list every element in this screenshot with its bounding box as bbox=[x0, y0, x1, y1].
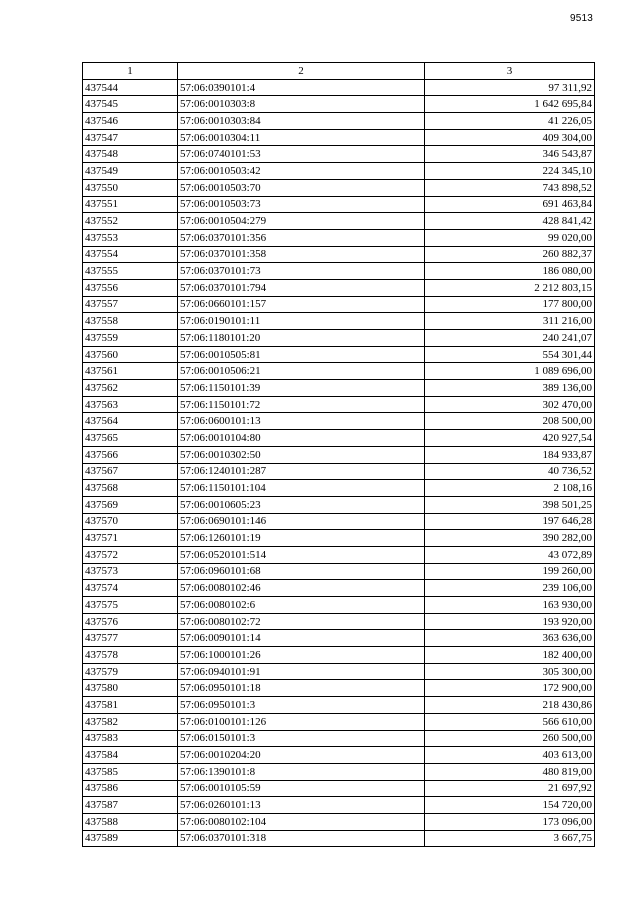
cadastral-number-cell: 57:06:1260101:19 bbox=[178, 530, 425, 547]
table-row bbox=[83, 146, 595, 163]
cadastral-number-cell: 57:06:0370101:73 bbox=[178, 263, 425, 280]
table-body bbox=[83, 79, 595, 847]
value-cell: 390 282,00 bbox=[425, 530, 595, 547]
record-number-cell: 437588 bbox=[83, 813, 178, 830]
cadastral-number-cell: 57:06:1150101:72 bbox=[178, 396, 425, 413]
record-number-cell: 437552 bbox=[83, 213, 178, 230]
cadastral-number-cell: 57:06:0010104:80 bbox=[178, 430, 425, 447]
cadastral-number-cell: 57:06:1150101:39 bbox=[178, 380, 425, 397]
cadastral-number-cell: 57:06:1240101:287 bbox=[178, 463, 425, 480]
record-number-cell: 437578 bbox=[83, 647, 178, 664]
table-row bbox=[83, 730, 595, 747]
value-cell: 163 930,00 bbox=[425, 597, 595, 614]
table-row bbox=[83, 296, 595, 313]
cadastral-number-cell: 57:06:0740101:53 bbox=[178, 146, 425, 163]
value-cell: 2 212 803,15 bbox=[425, 279, 595, 296]
record-number-cell: 437560 bbox=[83, 346, 178, 363]
column-header-2: 2 bbox=[178, 63, 425, 80]
table-row bbox=[83, 246, 595, 263]
table-row bbox=[83, 179, 595, 196]
value-cell: 260 882,37 bbox=[425, 246, 595, 263]
table-row bbox=[83, 580, 595, 597]
table-row bbox=[83, 513, 595, 530]
record-number-cell: 437555 bbox=[83, 263, 178, 280]
value-cell: 3 667,75 bbox=[425, 830, 595, 847]
cadastral-number-cell: 57:06:1150101:104 bbox=[178, 480, 425, 497]
value-cell: 172 900,00 bbox=[425, 680, 595, 697]
record-number-cell: 437568 bbox=[83, 480, 178, 497]
value-cell: 177 800,00 bbox=[425, 296, 595, 313]
record-number-cell: 437572 bbox=[83, 546, 178, 563]
page-number: 9513 bbox=[569, 13, 593, 24]
cadastral-number-cell: 57:06:0010304:11 bbox=[178, 129, 425, 146]
table-row bbox=[83, 546, 595, 563]
table-row bbox=[83, 663, 595, 680]
table-row bbox=[83, 563, 595, 580]
value-cell: 154 720,00 bbox=[425, 797, 595, 814]
table-row bbox=[83, 496, 595, 513]
record-number-cell: 437556 bbox=[83, 279, 178, 296]
value-cell: 199 260,00 bbox=[425, 563, 595, 580]
value-cell: 2 108,16 bbox=[425, 480, 595, 497]
table-row bbox=[83, 363, 595, 380]
value-cell: 97 311,92 bbox=[425, 79, 595, 96]
cadastral-number-cell: 57:06:0190101:11 bbox=[178, 313, 425, 330]
record-number-cell: 437584 bbox=[83, 747, 178, 764]
record-number-cell: 437545 bbox=[83, 96, 178, 113]
cadastral-number-cell: 57:06:0950101:18 bbox=[178, 680, 425, 697]
table-row bbox=[83, 647, 595, 664]
table-row bbox=[83, 530, 595, 547]
record-number-cell: 437550 bbox=[83, 179, 178, 196]
record-number-cell: 437575 bbox=[83, 597, 178, 614]
table-row bbox=[83, 79, 595, 96]
value-cell: 43 072,89 bbox=[425, 546, 595, 563]
record-number-cell: 437554 bbox=[83, 246, 178, 263]
table-row bbox=[83, 430, 595, 447]
table-row bbox=[83, 196, 595, 213]
record-number-cell: 437585 bbox=[83, 763, 178, 780]
record-number-cell: 437577 bbox=[83, 630, 178, 647]
cadastral-number-cell: 57:06:0370101:356 bbox=[178, 229, 425, 246]
value-cell: 409 304,00 bbox=[425, 129, 595, 146]
cadastral-number-cell: 57:06:0010303:84 bbox=[178, 113, 425, 130]
value-cell: 260 500,00 bbox=[425, 730, 595, 747]
table-row bbox=[83, 463, 595, 480]
record-number-cell: 437564 bbox=[83, 413, 178, 430]
record-number-cell: 437573 bbox=[83, 563, 178, 580]
value-cell: 193 920,00 bbox=[425, 613, 595, 630]
table-row bbox=[83, 480, 595, 497]
cadastral-number-cell: 57:06:0600101:13 bbox=[178, 413, 425, 430]
cadastral-number-cell: 57:06:0080102:72 bbox=[178, 613, 425, 630]
table-row bbox=[83, 263, 595, 280]
table-row bbox=[83, 129, 595, 146]
table-row bbox=[83, 613, 595, 630]
cadastral-number-cell: 57:06:0010503:73 bbox=[178, 196, 425, 213]
record-number-cell: 437563 bbox=[83, 396, 178, 413]
value-cell: 40 736,52 bbox=[425, 463, 595, 480]
value-cell: 240 241,07 bbox=[425, 330, 595, 347]
cadastral-number-cell: 57:06:0150101:3 bbox=[178, 730, 425, 747]
table-row bbox=[83, 113, 595, 130]
value-cell: 173 096,00 bbox=[425, 813, 595, 830]
cadastral-number-cell: 57:06:0010303:8 bbox=[178, 96, 425, 113]
cadastral-number-cell: 57:06:0010506:21 bbox=[178, 363, 425, 380]
value-cell: 184 933,87 bbox=[425, 446, 595, 463]
value-cell: 480 819,00 bbox=[425, 763, 595, 780]
table-row bbox=[83, 163, 595, 180]
record-number-cell: 437546 bbox=[83, 113, 178, 130]
value-cell: 389 136,00 bbox=[425, 380, 595, 397]
record-number-cell: 437561 bbox=[83, 363, 178, 380]
record-number-cell: 437581 bbox=[83, 697, 178, 714]
value-cell: 311 216,00 bbox=[425, 313, 595, 330]
record-number-cell: 437571 bbox=[83, 530, 178, 547]
value-cell: 21 697,92 bbox=[425, 780, 595, 797]
table-row bbox=[83, 630, 595, 647]
table-row bbox=[83, 597, 595, 614]
column-header-1: 1 bbox=[83, 63, 178, 80]
record-number-cell: 437558 bbox=[83, 313, 178, 330]
table-row bbox=[83, 96, 595, 113]
cadastral-number-cell: 57:06:0520101:514 bbox=[178, 546, 425, 563]
record-number-cell: 437582 bbox=[83, 713, 178, 730]
cadastral-number-cell: 57:06:0100101:126 bbox=[178, 713, 425, 730]
record-number-cell: 437569 bbox=[83, 496, 178, 513]
value-cell: 305 300,00 bbox=[425, 663, 595, 680]
record-number-cell: 437562 bbox=[83, 380, 178, 397]
cadastral-number-cell: 57:06:0010105:59 bbox=[178, 780, 425, 797]
value-cell: 41 226,05 bbox=[425, 113, 595, 130]
record-number-cell: 437579 bbox=[83, 663, 178, 680]
record-number-cell: 437580 bbox=[83, 680, 178, 697]
table-row bbox=[83, 396, 595, 413]
value-cell: 691 463,84 bbox=[425, 196, 595, 213]
table-row bbox=[83, 697, 595, 714]
cadastral-number-cell: 57:06:0010302:50 bbox=[178, 446, 425, 463]
record-number-cell: 437557 bbox=[83, 296, 178, 313]
value-cell: 420 927,54 bbox=[425, 430, 595, 447]
table-row bbox=[83, 313, 595, 330]
table-row bbox=[83, 713, 595, 730]
cadastral-number-cell: 57:06:1000101:26 bbox=[178, 647, 425, 664]
value-cell: 398 501,25 bbox=[425, 496, 595, 513]
cadastral-number-cell: 57:06:0080102:104 bbox=[178, 813, 425, 830]
table-row bbox=[83, 330, 595, 347]
cadastral-number-cell: 57:06:0010505:81 bbox=[178, 346, 425, 363]
value-cell: 197 646,28 bbox=[425, 513, 595, 530]
value-cell: 1 642 695,84 bbox=[425, 96, 595, 113]
registry-table bbox=[82, 62, 595, 847]
cadastral-number-cell: 57:06:0260101:13 bbox=[178, 797, 425, 814]
value-cell: 403 613,00 bbox=[425, 747, 595, 764]
cadastral-number-cell: 57:06:1180101:20 bbox=[178, 330, 425, 347]
record-number-cell: 437567 bbox=[83, 463, 178, 480]
value-cell: 566 610,00 bbox=[425, 713, 595, 730]
record-number-cell: 437589 bbox=[83, 830, 178, 847]
cadastral-number-cell: 57:06:0950101:3 bbox=[178, 697, 425, 714]
value-cell: 743 898,52 bbox=[425, 179, 595, 196]
table-row bbox=[83, 380, 595, 397]
record-number-cell: 437570 bbox=[83, 513, 178, 530]
table-row bbox=[83, 413, 595, 430]
column-header-3: 3 bbox=[425, 63, 595, 80]
table-row bbox=[83, 680, 595, 697]
table-row bbox=[83, 279, 595, 296]
record-number-cell: 437583 bbox=[83, 730, 178, 747]
table-row bbox=[83, 763, 595, 780]
cadastral-number-cell: 57:06:0370101:794 bbox=[178, 279, 425, 296]
cadastral-number-cell: 57:06:0390101:4 bbox=[178, 79, 425, 96]
cadastral-number-cell: 57:06:0660101:157 bbox=[178, 296, 425, 313]
value-cell: 346 543,87 bbox=[425, 146, 595, 163]
cadastral-number-cell: 57:06:0080102:46 bbox=[178, 580, 425, 597]
header-row bbox=[83, 63, 595, 80]
record-number-cell: 437574 bbox=[83, 580, 178, 597]
table-row bbox=[83, 446, 595, 463]
record-number-cell: 437565 bbox=[83, 430, 178, 447]
table-row bbox=[83, 813, 595, 830]
record-number-cell: 437587 bbox=[83, 797, 178, 814]
value-cell: 363 636,00 bbox=[425, 630, 595, 647]
record-number-cell: 437548 bbox=[83, 146, 178, 163]
value-cell: 554 301,44 bbox=[425, 346, 595, 363]
table-row bbox=[83, 213, 595, 230]
value-cell: 224 345,10 bbox=[425, 163, 595, 180]
table-row bbox=[83, 747, 595, 764]
table-row bbox=[83, 780, 595, 797]
cadastral-number-cell: 57:06:0370101:318 bbox=[178, 830, 425, 847]
record-number-cell: 437586 bbox=[83, 780, 178, 797]
value-cell: 99 020,00 bbox=[425, 229, 595, 246]
record-number-cell: 437576 bbox=[83, 613, 178, 630]
value-cell: 302 470,00 bbox=[425, 396, 595, 413]
cadastral-number-cell: 57:06:0090101:14 bbox=[178, 630, 425, 647]
table-row bbox=[83, 797, 595, 814]
cadastral-number-cell: 57:06:0010204:20 bbox=[178, 747, 425, 764]
table-row bbox=[83, 229, 595, 246]
value-cell: 239 106,00 bbox=[425, 580, 595, 597]
value-cell: 186 080,00 bbox=[425, 263, 595, 280]
cadastral-number-cell: 57:06:0080102:6 bbox=[178, 597, 425, 614]
record-number-cell: 437549 bbox=[83, 163, 178, 180]
cadastral-number-cell: 57:06:1390101:8 bbox=[178, 763, 425, 780]
table-row bbox=[83, 830, 595, 847]
cadastral-number-cell: 57:06:0010503:70 bbox=[178, 179, 425, 196]
table-row bbox=[83, 346, 595, 363]
cadastral-number-cell: 57:06:0960101:68 bbox=[178, 563, 425, 580]
record-number-cell: 437551 bbox=[83, 196, 178, 213]
value-cell: 1 089 696,00 bbox=[425, 363, 595, 380]
value-cell: 208 500,00 bbox=[425, 413, 595, 430]
value-cell: 182 400,00 bbox=[425, 647, 595, 664]
cadastral-number-cell: 57:06:0010605:23 bbox=[178, 496, 425, 513]
record-number-cell: 437553 bbox=[83, 229, 178, 246]
cadastral-number-cell: 57:06:0690101:146 bbox=[178, 513, 425, 530]
cadastral-number-cell: 57:06:0370101:358 bbox=[178, 246, 425, 263]
cadastral-number-cell: 57:06:0010504:279 bbox=[178, 213, 425, 230]
record-number-cell: 437547 bbox=[83, 129, 178, 146]
record-number-cell: 437544 bbox=[83, 79, 178, 96]
cadastral-number-cell: 57:06:0010503:42 bbox=[178, 163, 425, 180]
table-header bbox=[83, 63, 595, 80]
record-number-cell: 437566 bbox=[83, 446, 178, 463]
value-cell: 218 430,86 bbox=[425, 697, 595, 714]
record-number-cell: 437559 bbox=[83, 330, 178, 347]
value-cell: 428 841,42 bbox=[425, 213, 595, 230]
cadastral-number-cell: 57:06:0940101:91 bbox=[178, 663, 425, 680]
